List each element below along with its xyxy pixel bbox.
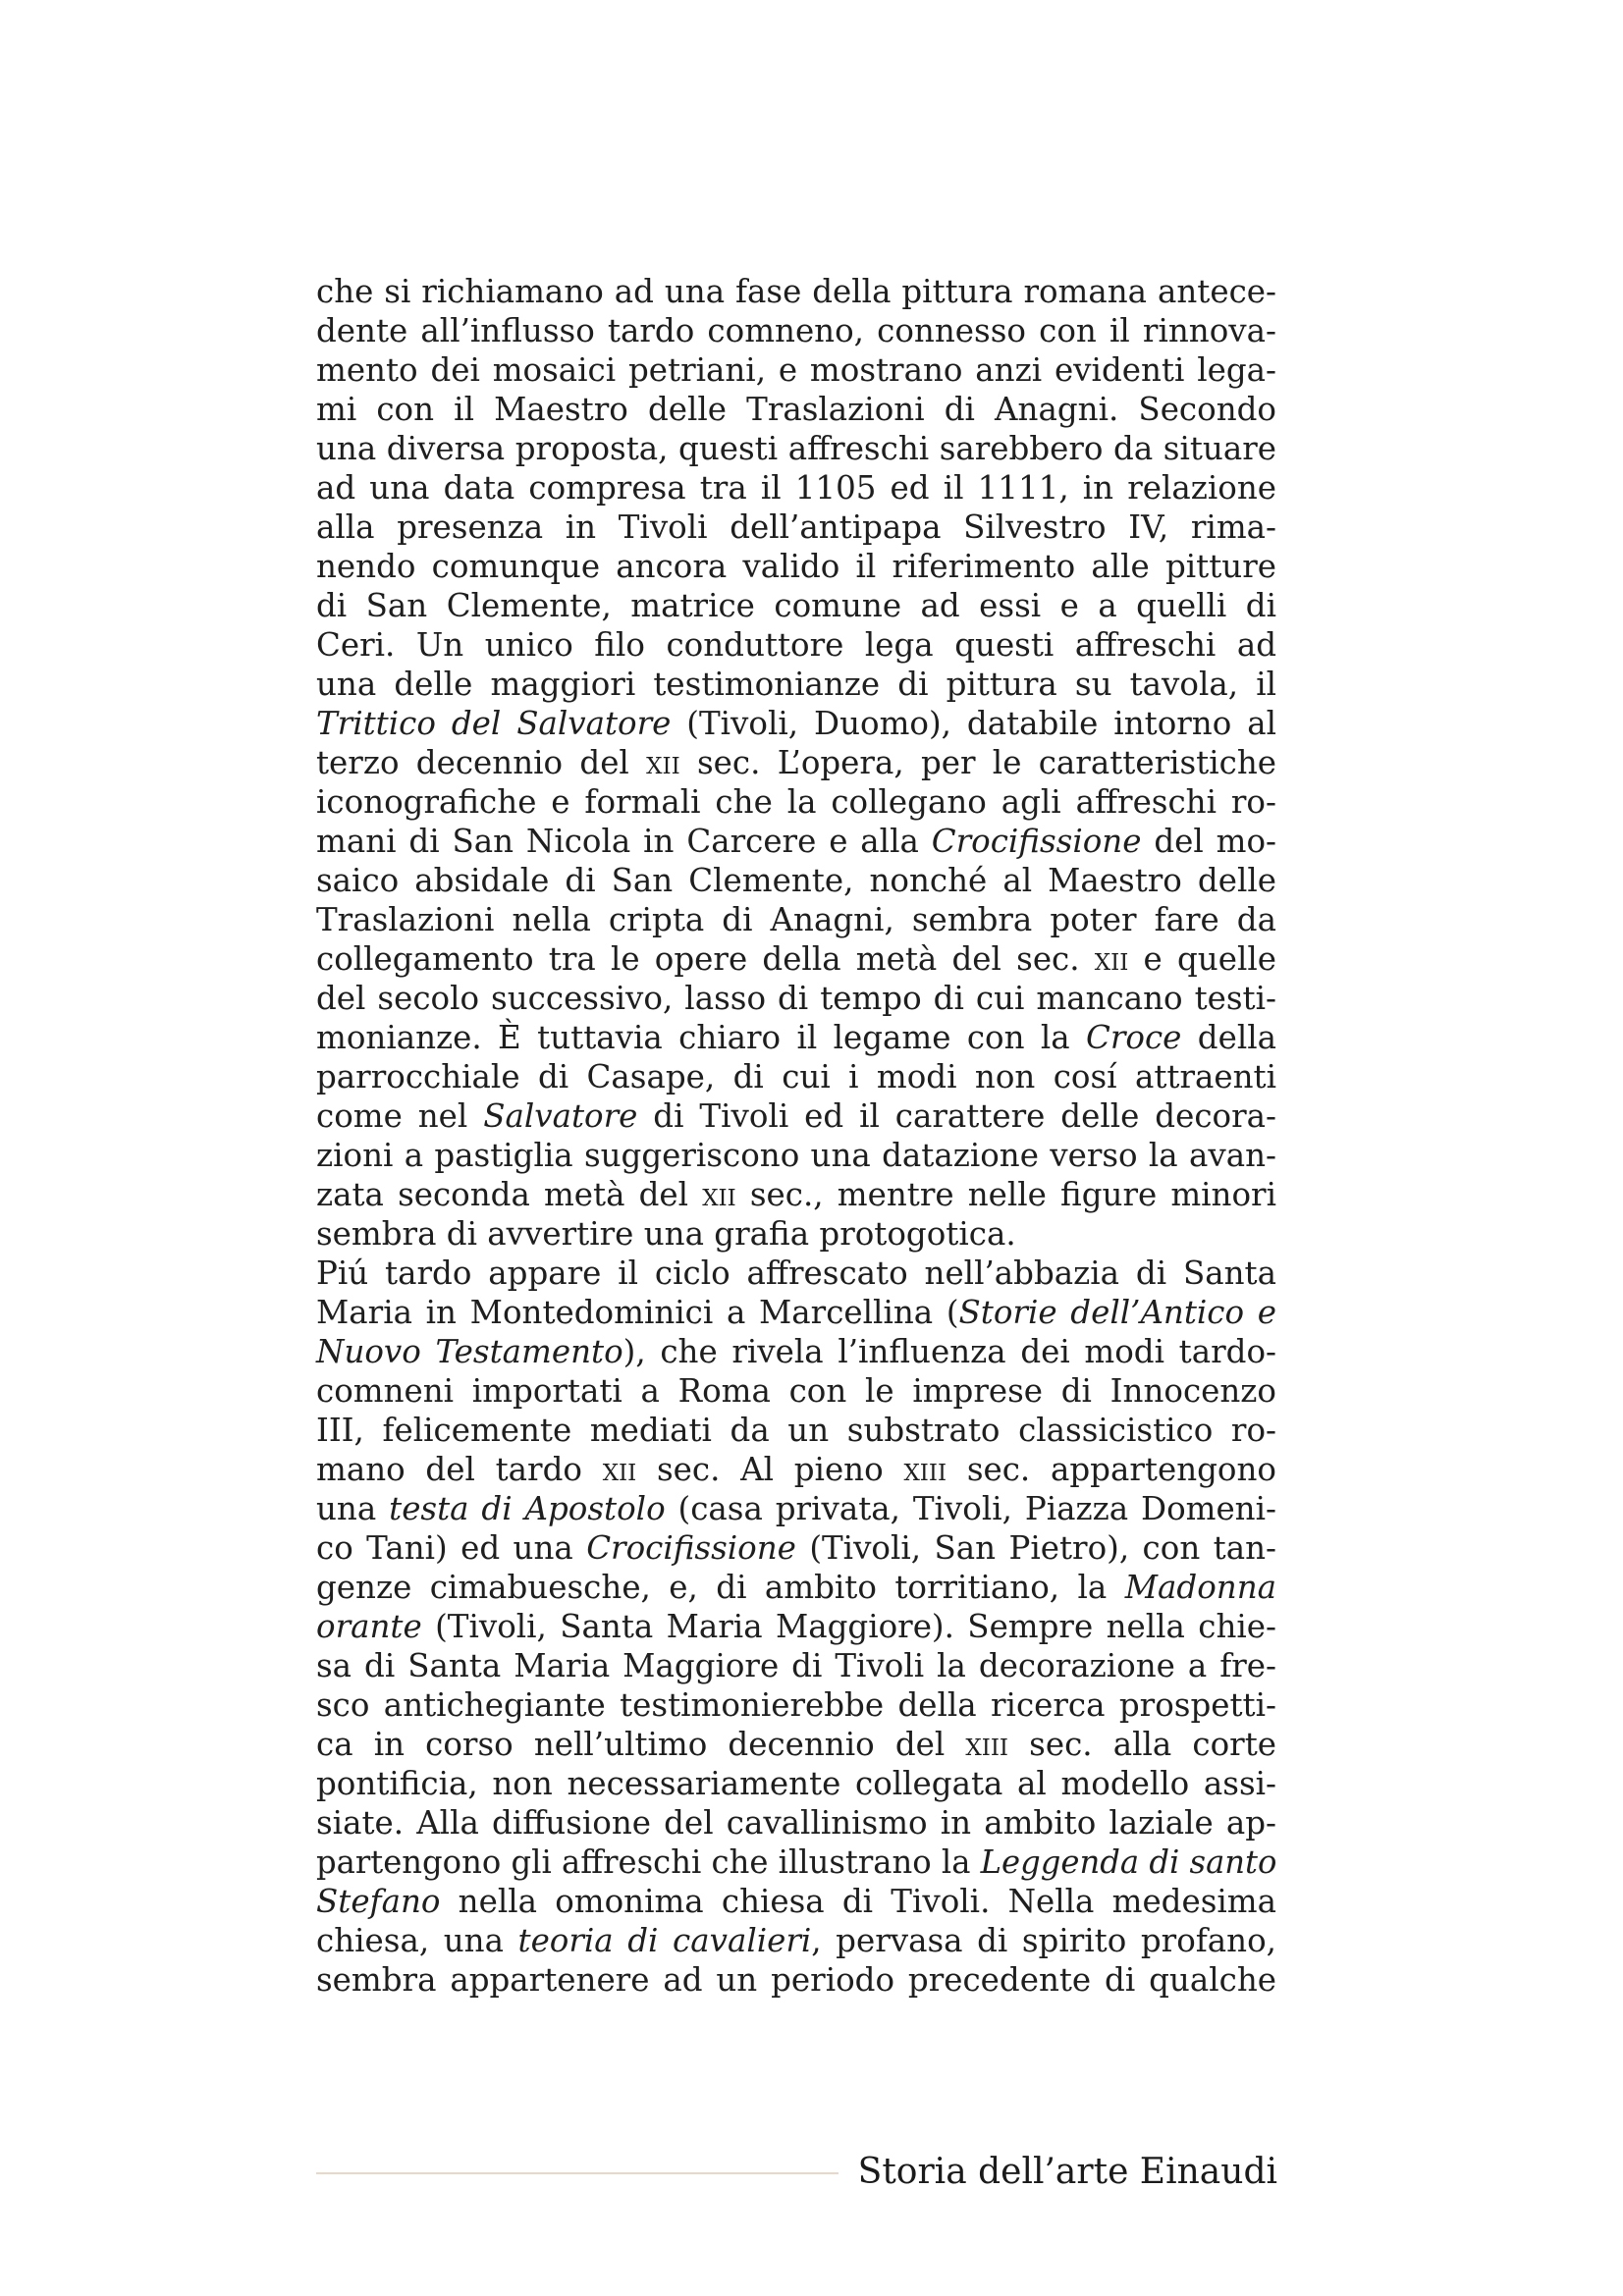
text-run: pontificia, non necessariamente collegata al modello assi-	[316, 1765, 1276, 1802]
text-line	[316, 272, 1276, 311]
text-line	[316, 1293, 1276, 1332]
text-run: della	[1181, 1019, 1276, 1056]
text-run: parrocchiale di Casape, di cui i modi non cosí attraenti	[316, 1058, 1276, 1095]
italic-text: Madonna	[1124, 1569, 1276, 1606]
text-line	[316, 1685, 1276, 1725]
italic-text: Stefano	[316, 1883, 441, 1920]
text-run: che si richiamano ad una fase della pittura romana antece-	[316, 273, 1276, 310]
italic-text: teoria di cavalieri	[517, 1922, 812, 1959]
text-run: di Tivoli ed il carattere delle decora-	[637, 1097, 1276, 1135]
text-run: sec. alla corte	[1008, 1726, 1276, 1763]
text-line	[316, 1842, 1276, 1882]
text-run: siate. Alla diffusione del cavallinismo in ambito laziale ap-	[316, 1804, 1276, 1842]
text-run: (Tivoli, Duomo), databile intorno al	[671, 705, 1277, 742]
text-line	[316, 586, 1276, 625]
text-line	[316, 547, 1276, 586]
text-line	[316, 665, 1276, 704]
text-run: una	[316, 1490, 390, 1527]
text-line	[316, 1332, 1276, 1371]
text-run: del mo-	[1141, 823, 1276, 860]
text-run: mano del tardo	[316, 1451, 603, 1488]
text-line	[316, 1646, 1276, 1685]
text-run: sco antichegiante testimonierebbe della ricerca prospetti-	[316, 1686, 1276, 1724]
text-line	[316, 939, 1276, 979]
roman-numeral: xii	[646, 744, 680, 781]
text-run: nendo comunque ancora valido il riferimento alle pitture	[316, 548, 1276, 585]
text-run: zata seconda metà del	[316, 1176, 703, 1213]
italic-text: Croce	[1086, 1019, 1182, 1056]
text-run: ad una data compresa tra il 1105 ed il 1111, in relazione	[316, 469, 1276, 507]
text-line	[316, 1607, 1276, 1646]
roman-numeral: xii	[1094, 940, 1129, 978]
text-run: sembra appartenere ad un periodo precedente di qualche	[316, 1961, 1276, 1999]
italic-text: orante	[316, 1608, 422, 1645]
text-line	[316, 1568, 1276, 1607]
text-line	[316, 743, 1276, 782]
footer-title: Storia dell’arte Einaudi	[857, 2152, 1277, 2192]
text-line	[316, 1254, 1276, 1293]
text-line	[316, 822, 1276, 861]
italic-text: Crocifissione	[931, 823, 1142, 860]
text-run: (Tivoli, San Pietro), con tan-	[795, 1529, 1277, 1567]
text-run: mani di San Nicola in Carcere e alla	[316, 823, 932, 860]
text-run: chiesa, una	[316, 1922, 518, 1959]
italic-text: Salvatore	[483, 1097, 638, 1135]
text-run: alla presenza in Tivoli dell’antipapa Silvestro IV, rima-	[316, 508, 1276, 546]
text-run: III, felicemente mediati da un substrato classicistico ro-	[316, 1412, 1276, 1449]
text-line	[316, 350, 1276, 390]
text-line	[316, 1214, 1276, 1254]
italic-text: Crocifissione	[586, 1529, 796, 1567]
text-run: sec., mentre nelle figure minori	[735, 1176, 1276, 1213]
text-line	[316, 1960, 1276, 2000]
text-line	[316, 1725, 1276, 1764]
text-run: terzo decennio del	[316, 744, 647, 781]
text-run: monianze. È tuttavia chiaro il legame con la	[316, 1019, 1087, 1056]
text-run: comneni importati a Roma con le imprese di Innocenzo	[316, 1372, 1276, 1410]
text-line	[316, 1450, 1276, 1489]
text-line	[316, 1175, 1276, 1214]
text-line	[316, 979, 1276, 1018]
text-line	[316, 861, 1276, 900]
text-line	[316, 704, 1276, 743]
text-run: Piú tardo appare il ciclo affrescato nell’abbazia di Santa	[316, 1255, 1276, 1292]
text-run: come nel	[316, 1097, 484, 1135]
text-line	[316, 1528, 1276, 1568]
text-run: zioni a pastiglia suggeriscono una datazione verso la avan-	[316, 1137, 1276, 1174]
text-run: sec. Al pieno	[636, 1451, 904, 1488]
roman-numeral: xiii	[965, 1726, 1009, 1763]
text-line	[316, 900, 1276, 939]
italic-text: Trittico del Salvatore	[316, 705, 672, 742]
italic-text: Leggenda di santo	[980, 1843, 1277, 1881]
text-line	[316, 390, 1276, 429]
text-line	[316, 1096, 1276, 1136]
text-line	[316, 1411, 1276, 1450]
text-run: di San Clemente, matrice comune ad essi e a quelli di	[316, 587, 1276, 624]
text-run: mi con il Maestro delle Traslazioni di Anagni. Secondo	[316, 391, 1276, 428]
text-run: sec. L’opera, per le caratteristiche	[679, 744, 1276, 781]
text-line	[316, 782, 1276, 822]
text-run: nella omonima chiesa di Tivoli. Nella medesima	[440, 1883, 1276, 1920]
italic-text: testa di Apostolo	[389, 1490, 666, 1527]
text-run: ca in corso nell’ultimo decennio del	[316, 1726, 966, 1763]
text-run: mento dei mosaici petriani, e mostrano anzi evidenti lega-	[316, 351, 1276, 389]
text-run: collegamento tra le opere della metà del sec.	[316, 940, 1095, 978]
text-run: co Tani) ed una	[316, 1529, 587, 1567]
text-line	[316, 1057, 1276, 1096]
roman-numeral: xii	[602, 1451, 637, 1488]
text-line	[316, 1803, 1276, 1842]
text-run: una delle maggiori testimonianze di pittura su tavola, il	[316, 666, 1276, 703]
text-run: ), che rivela l’influenza dei modi tardo-	[622, 1333, 1276, 1370]
text-run: Traslazioni nella cripta di Anagni, sembra poter fare da	[316, 901, 1276, 938]
text-run: genze cimabuesche, e, di ambito torritiano, la	[316, 1569, 1125, 1606]
text-line	[316, 429, 1276, 468]
italic-text: Storie dell’Antico e	[958, 1294, 1277, 1331]
italic-text: Nuovo Testamento	[316, 1333, 623, 1370]
text-run: sembra di avvertire una grafia protogotica.	[316, 1215, 1016, 1253]
text-run: iconografiche e formali che la collegano agli affreschi ro-	[316, 783, 1276, 821]
text-run: , pervasa di spirito profano,	[811, 1922, 1276, 1959]
text-run: sec. appartengono	[947, 1451, 1276, 1488]
text-run: del secolo successivo, lasso di tempo di cui mancano testi-	[316, 980, 1276, 1017]
text-run: Ceri. Un unico filo conduttore lega questi affreschi ad	[316, 626, 1276, 664]
text-line	[316, 507, 1276, 547]
text-line	[316, 1371, 1276, 1411]
text-line	[316, 311, 1276, 350]
text-run: partengono gli affreschi che illustrano la	[316, 1843, 981, 1881]
text-run: saico absidale di San Clemente, nonché al Maestro delle	[316, 862, 1276, 899]
text-line	[316, 1136, 1276, 1175]
text-run: (casa privata, Tivoli, Piazza Domeni-	[665, 1490, 1276, 1527]
text-line	[316, 1018, 1276, 1057]
text-run: e quelle	[1128, 940, 1276, 978]
text-line	[316, 1489, 1276, 1528]
text-run: (Tivoli, Santa Maria Maggiore). Sempre nella chie-	[421, 1608, 1276, 1645]
text-line	[316, 1764, 1276, 1803]
footer-rule	[316, 2172, 839, 2174]
text-line	[316, 625, 1276, 665]
text-run: Maria in Montedominici a Marcellina (	[316, 1294, 959, 1331]
text-run: dente all’influsso tardo comneno, connesso con il rinnova-	[316, 312, 1276, 349]
text-line	[316, 468, 1276, 507]
roman-numeral: xiii	[903, 1451, 947, 1488]
text-line	[316, 1882, 1276, 1921]
roman-numeral: xii	[702, 1176, 736, 1213]
text-run: una diversa proposta, questi affreschi sarebbero da situare	[316, 430, 1276, 467]
text-line	[316, 1921, 1276, 1960]
text-run: sa di Santa Maria Maggiore di Tivoli la decorazione a fre-	[316, 1647, 1276, 1684]
body-text	[316, 272, 1276, 2000]
